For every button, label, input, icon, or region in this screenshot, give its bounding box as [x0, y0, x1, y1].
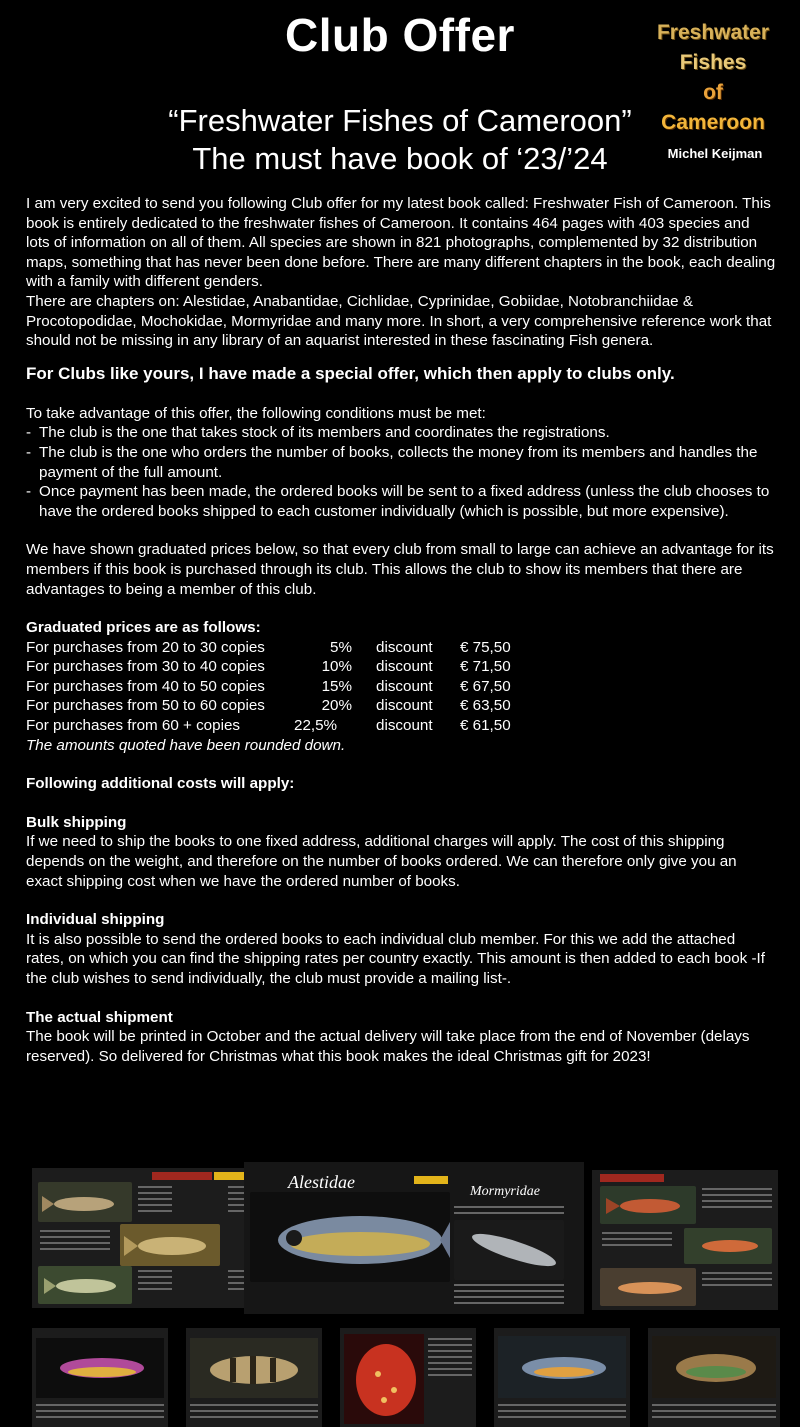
spread-title-alestidae: Alestidae: [288, 1172, 355, 1192]
thumbnail-5: [648, 1328, 780, 1427]
individual-shipping-text: It is also possible to send the ordered books to each individual club member. For this we add the attached rates, on which you can find the shipping rates per country exactly. This amount is then added to each book -If the club wishes to send individually, the club must provide a mailing list-.: [26, 930, 765, 987]
logo-line-1: Freshwater: [656, 21, 770, 44]
page-title: Club Offer: [285, 9, 515, 61]
price-amount: € 63,50: [460, 697, 511, 715]
thumbnail-3: [340, 1328, 476, 1427]
spread-left-preview: [32, 1168, 272, 1308]
fish-photo: [652, 1336, 776, 1398]
price-amount: € 75,50: [460, 638, 511, 656]
table-row: [26, 638, 511, 658]
graduated-intro: We have shown graduated prices below, so that every club from small to large can achieve an advantage for its members if this book is purchased through its club. This allows the club to show its members that there are advantages to being a member of this club.: [26, 541, 774, 598]
intro-paragraph-2: There are chapters on: Alestidae, Anabantidae, Cichlidae, Cyprinidae, Gobiidae, Notobranchiidae & Procotopodidae, Mochokidae, Mormyridae and many more. In short, a very comprehensive reference work that should not be missing in any library of an aquarist interested in these fascinating Fish genera.: [26, 292, 772, 350]
fish-photo: [38, 1182, 132, 1222]
thumbnail-4: [494, 1328, 630, 1427]
shipment-heading: The actual shipment: [26, 1008, 173, 1026]
price-label: discount: [376, 658, 433, 676]
conditions-intro: To take advantage of this offer, the following conditions must be met:: [26, 404, 486, 422]
prices-heading: Graduated prices are as follows:: [26, 619, 261, 637]
spread-center-preview: [244, 1162, 584, 1314]
book-logo: [640, 18, 786, 138]
bulk-shipping-text: If we need to ship the books to one fixed address, additional charges will apply. The cost of this shipping depends on the weight, and therefore on the number of books ordered. We can therefore only give you an exact shipping cost when we have the ordered number of books.: [26, 833, 737, 890]
fish-photo: [344, 1334, 424, 1424]
spread-right-preview: [592, 1170, 778, 1310]
subtitle-line-2: The must have book of ‘23/’24: [192, 141, 608, 176]
price-range: For purchases from 40 to 50 copies: [26, 677, 265, 695]
book-spread-previews: [0, 1160, 800, 1427]
list-item: - The club is the one that takes stock of its members and coordinates the registrations.: [26, 423, 776, 443]
fish-photo: [36, 1338, 164, 1398]
logo-line-2: Fishes: [679, 51, 747, 74]
shipment-text: The book will be printed in October and the actual delivery will take place from the end of November (delays reserved). So delivered for Christmas what this book makes the ideal Christmas gift for 2023!: [26, 1028, 750, 1065]
price-percent: 22,5%: [294, 717, 338, 735]
price-percent: 5%: [330, 638, 352, 656]
price-range: For purchases from 60 + copies: [26, 717, 240, 735]
price-table: [26, 638, 511, 736]
fish-photo: [600, 1268, 696, 1306]
conditions-list: [26, 423, 776, 521]
fish-photo: [120, 1224, 220, 1266]
price-percent: 10%: [321, 658, 352, 676]
price-range: For purchases from 30 to 40 copies: [26, 658, 265, 676]
price-amount: € 61,50: [460, 717, 511, 735]
price-label: discount: [376, 717, 433, 735]
fish-photo: [498, 1336, 626, 1398]
table-row: [26, 657, 511, 677]
intro-paragraph-1: I am very excited to send you following Club offer for my latest book called: Freshwater Fish of Cameroon. This book is entirely dedicated to the freshwater fishes of Cameroon. It contains 464 pages with 403 species and lots of information on all of them. All species are shown in 821 photographs, complemented by 32 distribution maps, something that has never been done before. There are many different chapters in the book, each dealing with a family with different genders.: [26, 195, 776, 291]
subtitle-line-1: “Freshwater Fishes of Cameroon”: [168, 103, 632, 138]
fish-photo: [250, 1192, 450, 1282]
additional-costs-heading: Following additional costs will apply:: [26, 775, 295, 793]
main-content: [26, 194, 776, 1066]
price-range: For purchases from 20 to 30 copies: [26, 638, 265, 656]
logo-line-4: Cameroon: [661, 111, 765, 134]
fish-photo: [38, 1266, 132, 1304]
thumbnail-2: [186, 1328, 322, 1427]
price-amount: € 71,50: [460, 658, 511, 676]
author-name: Michel Keijman: [667, 146, 763, 161]
table-row: [26, 716, 511, 736]
price-label: discount: [376, 638, 433, 656]
price-amount: € 67,50: [460, 677, 511, 695]
thumbnail-1: [32, 1328, 168, 1427]
price-label: discount: [376, 697, 433, 715]
offer-heading: For Clubs like yours, I have made a special offer, which then apply to clubs only.: [26, 363, 675, 383]
book-subtitle: [140, 102, 660, 178]
individual-shipping-heading: Individual shipping: [26, 911, 165, 929]
price-percent: 15%: [321, 677, 352, 695]
fish-photo: [684, 1228, 772, 1264]
price-range: For purchases from 50 to 60 copies: [26, 697, 265, 715]
table-row: [26, 677, 511, 697]
spread-title-mormyridae: Mormyridae: [470, 1184, 540, 1199]
fish-photo: [454, 1220, 564, 1280]
bulk-shipping-heading: Bulk shipping: [26, 813, 127, 831]
fish-photo: [190, 1338, 318, 1398]
price-percent: 20%: [321, 697, 352, 715]
price-label: discount: [376, 677, 433, 695]
logo-line-3: of: [703, 81, 723, 104]
table-row: [26, 696, 511, 716]
list-item: - The club is the one who orders the number of books, collects the money from its members and handles the payment of the full amount.: [26, 443, 776, 482]
prices-note: The amounts quoted have been rounded down.: [26, 736, 346, 754]
fish-photo: [600, 1186, 696, 1224]
list-item: - Once payment has been made, the ordered books will be sent to a fixed address (unless the club chooses to have the ordered books shipped to each customer individually (which is possible, but more expensive).: [26, 482, 776, 521]
